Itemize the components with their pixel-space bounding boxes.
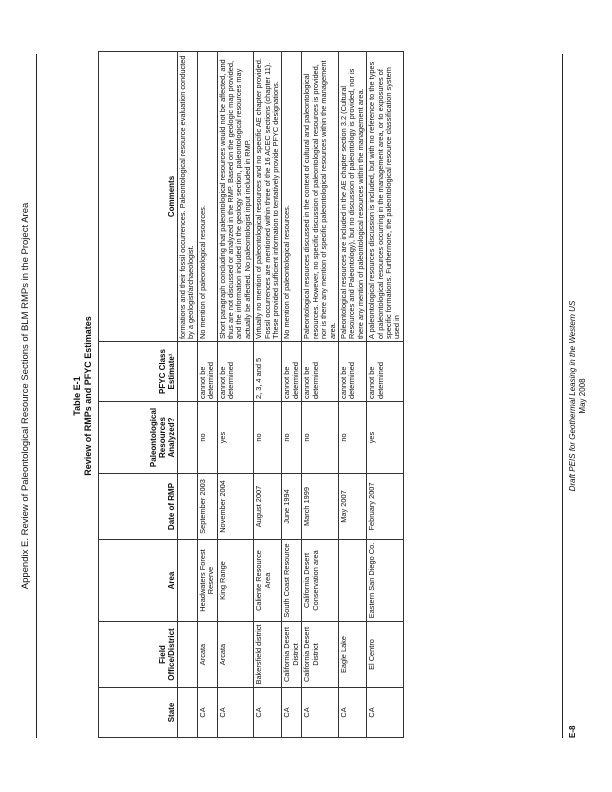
cell-date: February 2007 bbox=[367, 474, 404, 540]
cell-state: CA bbox=[197, 688, 217, 738]
cell-pfyc: cannot be determined bbox=[302, 342, 339, 402]
cell-area: King Range bbox=[217, 540, 254, 622]
header-pfyc: PFYC Class Estimate¹ bbox=[99, 342, 178, 402]
table-row bbox=[302, 52, 339, 738]
header-date: Date of RMP bbox=[99, 474, 178, 540]
cell-comments: No mention of paleontological resources. bbox=[282, 52, 302, 342]
cell-date: September 2003 bbox=[197, 474, 217, 540]
cell-date: June 1994 bbox=[282, 474, 302, 540]
cell-area bbox=[178, 540, 198, 622]
cell-date bbox=[178, 474, 198, 540]
table-number: Table E-1 bbox=[72, 376, 82, 416]
table-row bbox=[254, 52, 282, 738]
cell-area: California Desert Conservation area bbox=[302, 540, 339, 622]
table-row bbox=[217, 52, 254, 738]
cell-date: March 1999 bbox=[302, 474, 339, 540]
table-caption bbox=[72, 0, 94, 792]
table-row bbox=[197, 52, 217, 738]
cell-analyzed: no bbox=[338, 402, 366, 474]
cell-pfyc: cannot be determined bbox=[217, 342, 254, 402]
cell-pfyc: cannot be determined bbox=[338, 342, 366, 402]
footer-document-title: Draft PEIS for Geothermal Leasing in the Western US bbox=[568, 300, 577, 492]
cell-state: CA bbox=[254, 688, 282, 738]
rmp-review-table bbox=[98, 51, 404, 738]
table-header-row bbox=[99, 52, 178, 738]
cell-comments: Paleontological resources are included in the AE chapter section 3.2 (Cultural Resources and Paleontology), but no discussion of paleontology is provided, nor is there any mention of paleontological resources within the management area. bbox=[338, 52, 366, 342]
cell-analyzed: no bbox=[282, 402, 302, 474]
cell-pfyc: cannot be determined bbox=[367, 342, 404, 402]
cell-analyzed: yes bbox=[367, 402, 404, 474]
cell-comments: Short paragraph concluding that paleontological resources would not be affected, and thus are not discussed or analyzed in the RMP. Based on the geologic map provided, and the information included in the geology section, paleontological resources may actually be affected. No paleontologist input included in RMP. bbox=[217, 52, 254, 342]
cell-state: CA bbox=[302, 688, 339, 738]
cell-area: Eastern San Diego Co. bbox=[367, 540, 404, 622]
header-rule bbox=[36, 54, 37, 738]
footer-date: May 2008 bbox=[578, 378, 587, 414]
cell-office: California Desert District bbox=[282, 622, 302, 688]
table-row bbox=[338, 52, 366, 738]
cell-area bbox=[338, 540, 366, 622]
table-row bbox=[178, 52, 198, 738]
footer-rule bbox=[562, 54, 563, 738]
page-number: E-8 bbox=[568, 725, 577, 738]
table-title: Review of RMPs and PFYC Estimates bbox=[83, 316, 93, 476]
cell-pfyc: cannot be determined bbox=[282, 342, 302, 402]
cell-office: Arcata bbox=[217, 622, 254, 688]
cell-date: August 2007 bbox=[254, 474, 282, 540]
cell-office: California Desert District bbox=[302, 622, 339, 688]
cell-area: South Coast Resource bbox=[282, 540, 302, 622]
cell-analyzed bbox=[178, 402, 198, 474]
cell-comments: Paleontological resources discussed in the context of cultural and paleontological resources. However, no specific discussion of paleontological resources is provided, nor is there any mention of specific paleontological resources within the management area. bbox=[302, 52, 339, 342]
cell-analyzed: no bbox=[254, 402, 282, 474]
header-comments: Comments bbox=[99, 52, 178, 342]
cell-comments: formations and their fossil occurrences. Paleontological resource evaluation conducted by a geologist/archaeologist. bbox=[178, 52, 198, 342]
cell-office: Bakersfield district bbox=[254, 622, 282, 688]
cell-office: El Centro bbox=[367, 622, 404, 688]
cell-date: November 2004 bbox=[217, 474, 254, 540]
cell-area: Caliente Resource Area bbox=[254, 540, 282, 622]
cell-area: Headwaters Forest Reserve bbox=[197, 540, 217, 622]
cell-state bbox=[178, 688, 198, 738]
running-head: Appendix E. Review of Paleontological Resource Sections of BLM RMPs in the Project Area bbox=[20, 202, 31, 590]
cell-analyzed: no bbox=[197, 402, 217, 474]
cell-analyzed: no bbox=[302, 402, 339, 474]
table-row bbox=[367, 52, 404, 738]
header-area: Area bbox=[99, 540, 178, 622]
cell-state: CA bbox=[338, 688, 366, 738]
cell-office bbox=[178, 622, 198, 688]
cell-comments: A paleontological resources discussion is included, but with no reference to the types of paleontological resources occurring in the management area, or to exposures of specific formations. Furthermore, the paleontological resource classification system used in bbox=[367, 52, 404, 342]
cell-pfyc: cannot be determined bbox=[197, 342, 217, 402]
cell-pfyc bbox=[178, 342, 198, 402]
cell-analyzed: yes bbox=[217, 402, 254, 474]
cell-comments: No mention of paleontological resources. bbox=[197, 52, 217, 342]
cell-state: CA bbox=[282, 688, 302, 738]
cell-pfyc: 2, 3, 4 and 5 bbox=[254, 342, 282, 402]
cell-office: Eagle Lake bbox=[338, 622, 366, 688]
cell-state: CA bbox=[217, 688, 254, 738]
cell-state: CA bbox=[367, 688, 404, 738]
cell-comments: Virtually no mention of paleontological resources and no specific AE chapter provided. Fossil occurrences are mentioned within three of the 16 ACEC sections (chapter 11). These provided sufficient information to tentatively provide PFYC designations. bbox=[254, 52, 282, 342]
cell-date: May 2007 bbox=[338, 474, 366, 540]
footer-title bbox=[568, 0, 588, 792]
cell-office: Arcata bbox=[197, 622, 217, 688]
header-analyzed: Paleontological Resources Analyzed? bbox=[99, 402, 178, 474]
table-row bbox=[282, 52, 302, 738]
header-office: Field Office/District bbox=[99, 622, 178, 688]
header-state: State bbox=[99, 688, 178, 738]
